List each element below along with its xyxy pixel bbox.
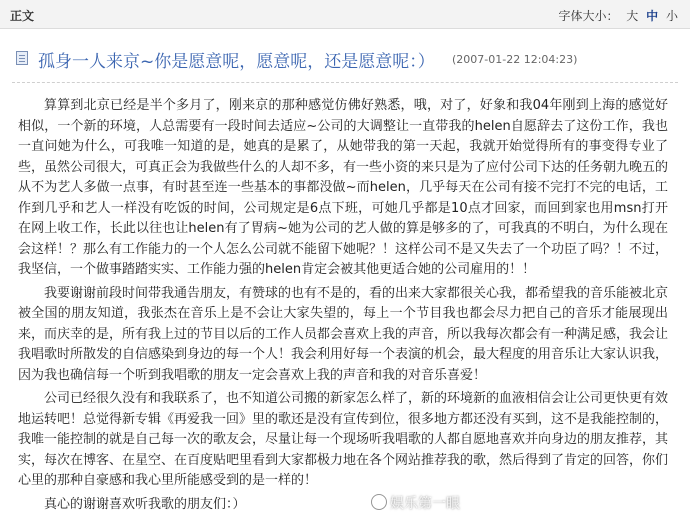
- font-size-control: [558, 7, 678, 24]
- post-paragraph-3: 公司已经很久没有和我联系了，也不知道公司搬的新家怎么样了，新的环境新的血液相信会让公司更快更有效地运转吧！总觉得新专辑《再爱我一回》里的歌还是没有宣传到位，很多地方都还没有买到，这不是我能控制的，我唯一能控制的就是自己每一次的歌友会，尽量让每一个现场听我唱歌的人都自愿地喜欢并向身边的朋友推荐，其实，每次在博客、在星空、在百度贴吧里看到大家都极力地在各个网站推荐我的歌，然后得到了肯定的回答，你们心里的那种自豪感和我心里所能感受到的是一样的！: [18, 391, 669, 488]
- post-body: [18, 96, 668, 518]
- post-title: 孤身一人来京~你是愿意呢，愿意呢，还是愿意呢：）: [38, 52, 435, 72]
- watermark-logo-icon: [371, 494, 387, 510]
- section-label: 正文: [10, 9, 35, 23]
- font-size-medium-option[interactable]: 中: [646, 9, 659, 23]
- watermark: [371, 493, 460, 513]
- font-size-label: 字体大小：: [558, 9, 619, 23]
- post-timestamp: (2007-01-22 12:04:23): [452, 53, 578, 66]
- document-icon: [16, 51, 28, 65]
- font-size-small-option[interactable]: 小: [665, 9, 678, 23]
- font-size-large-option[interactable]: 大: [626, 9, 639, 23]
- post-paragraph-2: 我要谢谢前段时间带我通告朋友，有赞球的也有不是的，看的出来大家都很关心我，都希望我的音乐能被北京被全国的朋友知道，我张杰在音乐上是不会让大家失望的，每上一个节目我也都会尽力把自己的音乐才能展现出来，而庆幸的是，所有我上过的节目以后的工作人员都会喜欢上我的声音，所以我每次都会有一种满足感，我会让我唱歌时所散发的自信感染到身边的每一个人！我会利用好每一个表演的机会，最大程度的用音乐让大家认识我，因为我也确信每一个听到我唱歌的朋友一定会喜欢上我的声音和我的对音乐喜爱！: [18, 285, 669, 383]
- top-bar: [0, 0, 690, 29]
- title-divider: [12, 82, 678, 84]
- post-paragraph-1: 算算到北京已经是半个多月了，刚来京的那种感觉仿佛好熟悉，哦，对了，好象和我04年刚到上海的感觉好相似，一个新的环境，人总需要有一段时间去适应~公司的大调整让一直带我的helen自愿辞去了这份工作，我也一直问她为什么，可我唯一知道的是，她真的是累了，从她带我的第一天起，我就开始觉得所有的事变得专业了些，虽然公司很大，可真正会为我做些什么的人却不多，有一些小资的来只是为了应付公司下达的任务朝九晚五的从不为艺人多做一点事，有时甚至连一些基本的事都没做~而helen，几乎每天在公司有接不完打不完的电话，工作到几乎和艺人一样没有吃饭的时间，公司规定是6点下班，可她几乎都是10点才回家，而回到家也用msn打开在网上收工作，长此以往也让helen有了胃病~她为公司的艺人做的算是够多的了，可我真的不明白，为什么现在会这样！？那么有工作能力的一个人怎么公司就不能留下她呢？！这样公司不是又失去了一个功臣了吗？！不过，我坚信，一个做事踏踏实实、工作能力强的helen肯定会被其他更适合她的公司雇用的！！: [18, 98, 669, 277]
- watermark-text: 娱乐第一眼: [390, 496, 460, 512]
- post-paragraph-4: 真心的谢谢喜欢听我歌的朋友们：）: [44, 496, 246, 512]
